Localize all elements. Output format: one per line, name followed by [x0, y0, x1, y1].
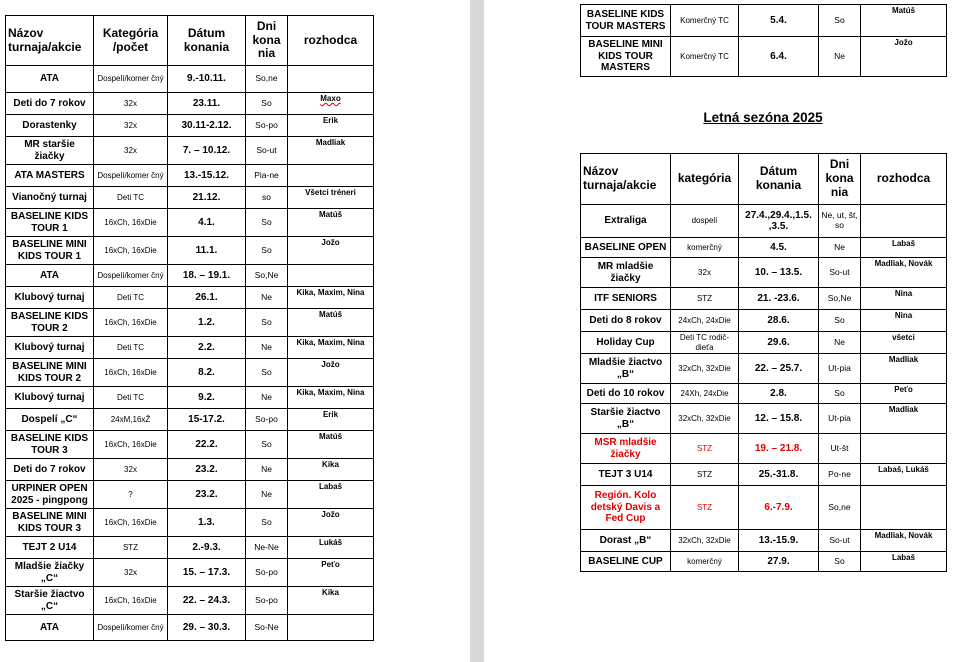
- header-category: Kategória /počet: [94, 16, 168, 66]
- category-cell: 32x: [94, 459, 168, 481]
- header-days: Dni kona nia: [819, 154, 861, 205]
- table-row: [6, 237, 374, 265]
- table-row: [6, 387, 374, 409]
- event-name-cell: Mladšie žiactvo „B“: [581, 354, 671, 384]
- category-cell: Deti TC: [94, 187, 168, 209]
- date-cell: 18. – 19.1.: [168, 265, 246, 287]
- table-row: [581, 384, 947, 404]
- referee-cell: Jožo: [288, 359, 374, 387]
- days-cell: so: [246, 187, 288, 209]
- category-cell: 32x: [94, 115, 168, 137]
- table-row: [6, 66, 374, 93]
- table-row: [581, 310, 947, 332]
- date-cell: 23.11.: [168, 93, 246, 115]
- category-cell: 24xCh, 24xDie: [671, 310, 739, 332]
- header-date: Dátum konania: [739, 154, 819, 205]
- table-row: [6, 337, 374, 359]
- days-cell: Pia-ne: [246, 165, 288, 187]
- category-cell: 32x: [671, 258, 739, 288]
- event-name-cell: BASELINE KIDS TOUR 1: [6, 209, 94, 237]
- referee-cell: Jožo: [288, 237, 374, 265]
- table-row: [6, 115, 374, 137]
- date-cell: 27.4.,29.4.,1.5. ,3.5.: [739, 205, 819, 238]
- category-cell: 32x: [94, 93, 168, 115]
- date-cell: 7. – 10.12.: [168, 137, 246, 165]
- event-name-cell: BASELINE MINI KIDS TOUR 3: [6, 509, 94, 537]
- date-cell: 6.4.: [739, 37, 819, 77]
- category-cell: Deti TC: [94, 387, 168, 409]
- category-cell: STZ: [94, 537, 168, 559]
- date-cell: 29.6.: [739, 332, 819, 354]
- days-cell: Ne: [819, 332, 861, 354]
- page-gap: [470, 0, 484, 662]
- days-cell: Ne: [246, 287, 288, 309]
- event-name-cell: MR staršie žiačky: [6, 137, 94, 165]
- category-cell: 24Xh, 24xDie: [671, 384, 739, 404]
- date-cell: 2.8.: [739, 384, 819, 404]
- referee-cell: Peťo: [288, 559, 374, 587]
- days-cell: Ne: [819, 238, 861, 258]
- date-cell: 5.4.: [739, 5, 819, 37]
- header-event-name: Názov turnaja/akcie: [581, 154, 671, 205]
- referee-cell: Nina: [861, 310, 947, 332]
- event-name-cell: Deti do 7 rokov: [6, 93, 94, 115]
- referee-cell: [288, 165, 374, 187]
- category-cell: Dospelí/komer čný: [94, 615, 168, 641]
- header-event-name: Názov turnaja/akcie: [6, 16, 94, 66]
- date-cell: 13.-15.12.: [168, 165, 246, 187]
- header-days: Dni kona nia: [246, 16, 288, 66]
- days-cell: So-ut: [819, 530, 861, 552]
- event-name-cell: Extraliga: [581, 205, 671, 238]
- event-name-cell: Deti do 10 rokov: [581, 384, 671, 404]
- referee-cell: Erik: [288, 115, 374, 137]
- category-cell: 32xCh, 32xDie: [671, 530, 739, 552]
- table-row: [6, 509, 374, 537]
- category-cell: 16xCh, 16xDie: [94, 431, 168, 459]
- event-name-cell: MR mladšie žiačky: [581, 258, 671, 288]
- event-name-cell: Deti do 7 rokov: [6, 459, 94, 481]
- table-row: [581, 486, 947, 530]
- referee-cell: Madliak, Novák: [861, 530, 947, 552]
- days-cell: So: [819, 5, 861, 37]
- table-row: [6, 165, 374, 187]
- category-cell: 16xCh, 16xDie: [94, 309, 168, 337]
- referee-cell: Labaš, Lukáš: [861, 464, 947, 486]
- date-cell: 26.1.: [168, 287, 246, 309]
- table-row: [6, 481, 374, 509]
- event-name-cell: TEJT 2 U14: [6, 537, 94, 559]
- event-name-cell: URPINER OPEN 2025 - pingpong: [6, 481, 94, 509]
- event-name-cell: BASELINE MINI KIDS TOUR 1: [6, 237, 94, 265]
- event-name-cell: ITF SENIORS: [581, 288, 671, 310]
- table-row: [6, 359, 374, 387]
- event-name-cell: BASELINE MINI KIDS TOUR 2: [6, 359, 94, 387]
- event-name-cell: BASELINE KIDS TOUR 2: [6, 309, 94, 337]
- referee-cell: Jožo: [861, 37, 947, 77]
- category-cell: 16xCh, 16xDie: [94, 587, 168, 615]
- table-row: [581, 37, 947, 77]
- date-cell: 19. – 21.8.: [739, 434, 819, 464]
- table-row: [581, 354, 947, 384]
- referee-cell: Madliak, Novák: [861, 258, 947, 288]
- days-cell: So-po: [246, 559, 288, 587]
- table-row: [6, 309, 374, 337]
- table-row: [581, 434, 947, 464]
- event-name-cell: Holiday Cup: [581, 332, 671, 354]
- date-cell: 29. – 30.3.: [168, 615, 246, 641]
- days-cell: So-ut: [819, 258, 861, 288]
- referee-cell: Všetci tréneri: [288, 187, 374, 209]
- event-name-cell: ATA MASTERS: [6, 165, 94, 187]
- table-row: [6, 587, 374, 615]
- days-cell: So: [819, 384, 861, 404]
- referee-cell: Labaš: [288, 481, 374, 509]
- table-row: [6, 265, 374, 287]
- event-name-cell: Deti do 8 rokov: [581, 310, 671, 332]
- days-cell: So,ne: [819, 486, 861, 530]
- referee-cell: [861, 486, 947, 530]
- header-referee: rozhodca: [288, 16, 374, 66]
- table-row: [581, 238, 947, 258]
- category-cell: 32xCh, 32xDie: [671, 354, 739, 384]
- date-cell: 23.2.: [168, 459, 246, 481]
- table-row: [6, 137, 374, 165]
- category-cell: Deti TC rodič-dieťa: [671, 332, 739, 354]
- table-row: [6, 287, 374, 309]
- days-cell: Ne, ut, št, so: [819, 205, 861, 238]
- date-cell: 10. – 13.5.: [739, 258, 819, 288]
- referee-cell: Jožo: [288, 509, 374, 537]
- category-cell: 16xCh, 16xDie: [94, 237, 168, 265]
- category-cell: 32x: [94, 559, 168, 587]
- days-cell: So,Ne: [819, 288, 861, 310]
- days-cell: Ne-Ne: [246, 537, 288, 559]
- referee-cell: Kika, Maxim, Nina: [288, 287, 374, 309]
- category-cell: 16xCh, 16xDie: [94, 359, 168, 387]
- event-name-cell: ATA: [6, 265, 94, 287]
- referee-cell: Matúš: [288, 309, 374, 337]
- referee-cell: Labaš: [861, 552, 947, 572]
- category-cell: ?: [94, 481, 168, 509]
- event-name-cell: Región. Kolo detský Davis a Fed Cup: [581, 486, 671, 530]
- days-cell: Ut-pia: [819, 354, 861, 384]
- date-cell: 6.-7.9.: [739, 486, 819, 530]
- days-cell: So-ut: [246, 137, 288, 165]
- table-row: [6, 93, 374, 115]
- referee-cell: [861, 205, 947, 238]
- days-cell: Ne: [246, 459, 288, 481]
- category-cell: STZ: [671, 464, 739, 486]
- event-name-cell: Staršie žiactvo „C“: [6, 587, 94, 615]
- table-row: [581, 530, 947, 552]
- event-name-cell: Dorastenky: [6, 115, 94, 137]
- referee-cell: Matúš: [861, 5, 947, 37]
- event-name-cell: Staršie žiactvo „B“: [581, 404, 671, 434]
- days-cell: So-po: [246, 115, 288, 137]
- category-cell: STZ: [671, 288, 739, 310]
- category-cell: Deti TC: [94, 337, 168, 359]
- days-cell: Po-ne: [819, 464, 861, 486]
- table-row: [6, 187, 374, 209]
- event-name-cell: ATA: [6, 66, 94, 93]
- table-row: [6, 459, 374, 481]
- days-cell: So,Ne: [246, 265, 288, 287]
- event-name-cell: Klubový turnaj: [6, 287, 94, 309]
- date-cell: 1.2.: [168, 309, 246, 337]
- days-cell: Ne: [819, 37, 861, 77]
- days-cell: So: [819, 552, 861, 572]
- referee-cell: Kika, Maxim, Nina: [288, 337, 374, 359]
- days-cell: Ne: [246, 481, 288, 509]
- referee-cell: Matúš: [288, 431, 374, 459]
- referee-cell: Madliak: [861, 404, 947, 434]
- category-cell: komerčný: [671, 238, 739, 258]
- event-name-cell: BASELINE KIDS TOUR 3: [6, 431, 94, 459]
- table-row: [6, 537, 374, 559]
- date-cell: 2.-9.3.: [168, 537, 246, 559]
- header-date: Dátum konania: [168, 16, 246, 66]
- header-referee: rozhodca: [861, 154, 947, 205]
- referee-cell: Kika: [288, 459, 374, 481]
- days-cell: Ne: [246, 337, 288, 359]
- season-title: Letná sezóna 2025: [703, 110, 823, 125]
- event-name-cell: TEJT 3 U14: [581, 464, 671, 486]
- event-name-cell: Vianočný turnaj: [6, 187, 94, 209]
- date-cell: 12. – 15.8.: [739, 404, 819, 434]
- category-cell: Komerčný TC: [671, 5, 739, 37]
- days-cell: So-po: [246, 587, 288, 615]
- date-cell: 22. – 24.3.: [168, 587, 246, 615]
- table-row: [6, 409, 374, 431]
- date-cell: 9.-10.11.: [168, 66, 246, 93]
- days-cell: Ut-pia: [819, 404, 861, 434]
- referee-cell: [288, 265, 374, 287]
- category-cell: Komerčný TC: [671, 37, 739, 77]
- category-cell: 32x: [94, 137, 168, 165]
- header-category: kategória: [671, 154, 739, 205]
- category-cell: 16xCh, 16xDie: [94, 509, 168, 537]
- referee-cell: Nina: [861, 288, 947, 310]
- category-cell: 16xCh, 16xDie: [94, 209, 168, 237]
- table-row: [581, 404, 947, 434]
- event-name-cell: BASELINE MINI KIDS TOUR MASTERS: [581, 37, 671, 77]
- referee-cell: Erik: [288, 409, 374, 431]
- date-cell: 13.-15.9.: [739, 530, 819, 552]
- category-cell: STZ: [671, 434, 739, 464]
- table-row: [581, 332, 947, 354]
- days-cell: So-po: [246, 409, 288, 431]
- days-cell: So: [246, 209, 288, 237]
- date-cell: 4.5.: [739, 238, 819, 258]
- table-row: [581, 288, 947, 310]
- date-cell: 4.1.: [168, 209, 246, 237]
- event-name-cell: ATA: [6, 615, 94, 641]
- days-cell: So: [246, 509, 288, 537]
- referee-cell: Peťo: [861, 384, 947, 404]
- spring-masters-table: [580, 4, 947, 77]
- event-name-cell: Dorast „B“: [581, 530, 671, 552]
- category-cell: dospelí: [671, 205, 739, 238]
- category-cell: 32xCh, 32xDie: [671, 404, 739, 434]
- category-cell: Deti TC: [94, 287, 168, 309]
- category-cell: 24xM,16xŽ: [94, 409, 168, 431]
- days-cell: So,ne: [246, 66, 288, 93]
- date-cell: 15. – 17.3.: [168, 559, 246, 587]
- date-cell: 22. – 25.7.: [739, 354, 819, 384]
- event-name-cell: Klubový turnaj: [6, 337, 94, 359]
- event-name-cell: Klubový turnaj: [6, 387, 94, 409]
- event-name-cell: Dospelí „C“: [6, 409, 94, 431]
- referee-cell: Maxo: [288, 93, 374, 115]
- referee-cell: všetci: [861, 332, 947, 354]
- referee-cell: Kika: [288, 587, 374, 615]
- days-cell: So: [246, 237, 288, 265]
- date-cell: 27.9.: [739, 552, 819, 572]
- days-cell: Ut-št: [819, 434, 861, 464]
- days-cell: So: [246, 309, 288, 337]
- event-name-cell: MSR mladšie žiačky: [581, 434, 671, 464]
- event-name-cell: BASELINE KIDS TOUR MASTERS: [581, 5, 671, 37]
- referee-cell: Labaš: [861, 238, 947, 258]
- days-cell: So: [246, 431, 288, 459]
- date-cell: 1.3.: [168, 509, 246, 537]
- days-cell: Ne: [246, 387, 288, 409]
- referee-cell: [288, 66, 374, 93]
- referee-cell: Madliak: [861, 354, 947, 384]
- table-row: [6, 559, 374, 587]
- table-row: [581, 552, 947, 572]
- date-cell: 30.11-2.12.: [168, 115, 246, 137]
- date-cell: 15-17.2.: [168, 409, 246, 431]
- days-cell: So: [246, 93, 288, 115]
- summer-schedule-table: [580, 153, 947, 572]
- days-cell: So: [819, 310, 861, 332]
- days-cell: So-Ne: [246, 615, 288, 641]
- category-cell: Dospelí/komer čný: [94, 165, 168, 187]
- days-cell: So: [246, 359, 288, 387]
- date-cell: 25.-31.8.: [739, 464, 819, 486]
- category-cell: komerčný: [671, 552, 739, 572]
- date-cell: 2.2.: [168, 337, 246, 359]
- referee-cell: Kika, Maxim, Nina: [288, 387, 374, 409]
- category-cell: STZ: [671, 486, 739, 530]
- table-row: [6, 431, 374, 459]
- referee-cell: [288, 615, 374, 641]
- date-cell: 23.2.: [168, 481, 246, 509]
- referee-cell: Madliak: [288, 137, 374, 165]
- date-cell: 9.2.: [168, 387, 246, 409]
- date-cell: 21. -23.6.: [739, 288, 819, 310]
- event-name-cell: BASELINE OPEN: [581, 238, 671, 258]
- category-cell: Dospelí/komer čný: [94, 66, 168, 93]
- referee-cell: Matúš: [288, 209, 374, 237]
- date-cell: 28.6.: [739, 310, 819, 332]
- winter-schedule-table: [5, 15, 374, 641]
- table-row: [581, 464, 947, 486]
- event-name-cell: BASELINE CUP: [581, 552, 671, 572]
- date-cell: 11.1.: [168, 237, 246, 265]
- table-row: [581, 258, 947, 288]
- event-name-cell: Mladšie žiačky „C“: [6, 559, 94, 587]
- date-cell: 8.2.: [168, 359, 246, 387]
- referee-cell: Lukáš: [288, 537, 374, 559]
- table-row: [581, 5, 947, 37]
- table-row: [581, 205, 947, 238]
- category-cell: Dospelí/komer čný: [94, 265, 168, 287]
- table-row: [6, 615, 374, 641]
- date-cell: 21.12.: [168, 187, 246, 209]
- referee-cell: [861, 434, 947, 464]
- date-cell: 22.2.: [168, 431, 246, 459]
- table-row: [6, 209, 374, 237]
